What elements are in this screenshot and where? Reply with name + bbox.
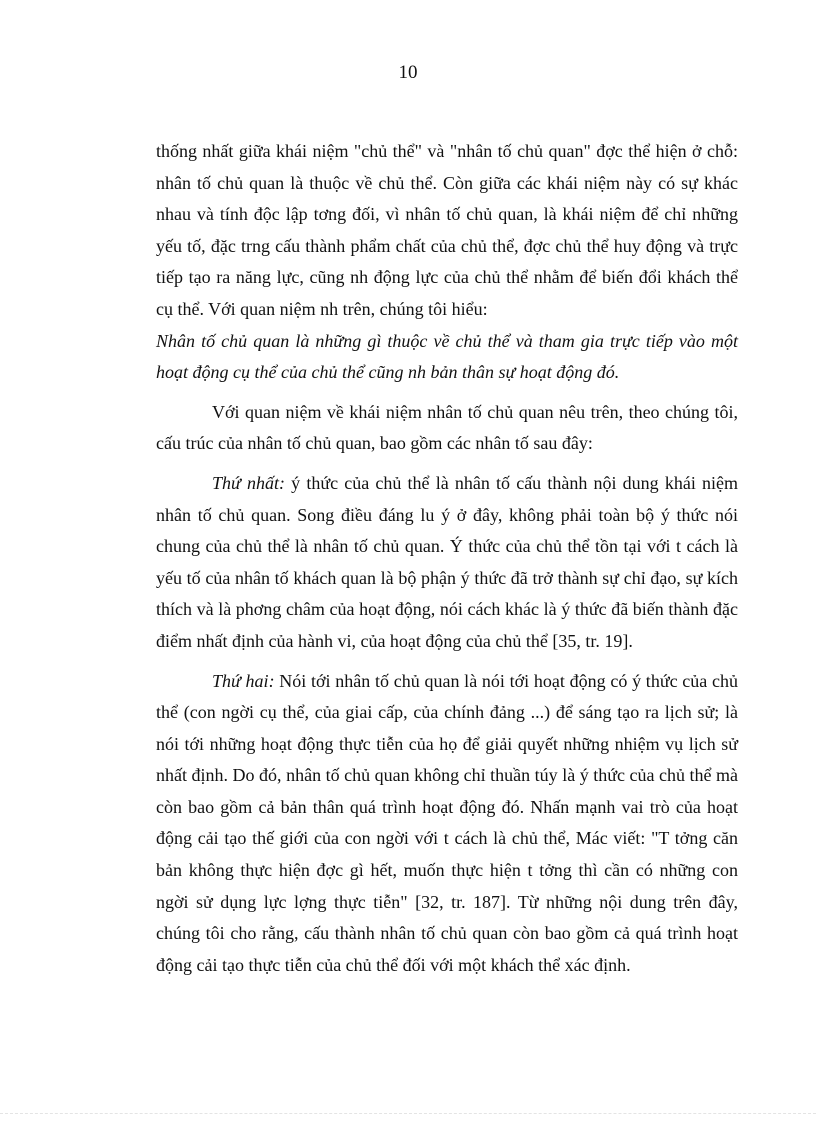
paragraph-lead: Thứ hai: [212,670,275,691]
paragraph-structure-intro [156,397,738,460]
paragraph-second-factor [156,666,738,982]
definition-emphasis: Nhân tố chủ quan là những gì thuộc về chủ thể và tham gia trực tiếp vào một hoạt động cụ thể của chủ thể cũng nh bản thân sự hoạt động đó. [156,330,738,383]
paragraph-lead: Thứ nhất: [212,472,285,493]
paragraph-text: ý thức của chủ thể là nhân tố cấu thành nội dung khái niệm nhân tố chủ quan. Song điều đáng lu ý ở đây, không phải toàn bộ ý thức nói chung của chủ thể là nhân tố chủ quan. Ý thức của chủ thể tồn tại với t cách là yếu tố của nhân tố khách quan là bộ phận ý thức đã trở thành sự chỉ đạo, sự kích thích và là phơng châm của hoạt động, nói cách khác là ý thức đã biến thành đặc điểm nhất định của hành vi, của hoạt động của chủ thể [35, tr. 19]. [156,472,739,651]
page-number: 10 [398,62,418,83]
paragraph-continuation [156,136,738,389]
paragraph-text: Với quan niệm về khái niệm nhân tố chủ quan nêu trên, theo chúng tôi, cấu trúc của nhân tố chủ quan, bao gồm các nhân tố sau đây: [156,401,738,454]
page-bottom-divider [0,1113,816,1114]
paragraph-text: Nói tới nhân tố chủ quan là nói tới hoạt động có ý thức của chủ thể (con ngời cụ thể, của giai cấp, của chính đảng ...) để sáng tạo ra lịch sử; là nói tới những hoạt động thực tiễn của họ để giải quyết những nhiệm vụ lịch sử nhất định. Do đó, nhân tố chủ quan không chỉ thuần túy là ý thức của chủ thể mà còn bao gồm cả bản thân quá trình hoạt động đó. Nhấn mạnh vai trò của hoạt động cải tạo thế giới của con ngời với t cách là chủ thể, Mác viết: "T tởng căn bản không thực hiện đợc gì hết, muốn thực hiện t tởng thì cần có những con ngời sử dụng lực lợng thực tiễn" [32, tr. 187]. Từ những nội dung trên đây, chúng tôi cho rằng, cấu thành nhân tố chủ quan còn bao gồm cả quá trình hoạt động cải tạo thực tiễn của chủ thể đối với một khách thể xác định. [156,670,738,975]
body-text [156,136,738,981]
paragraph-text: thống nhất giữa khái niệm "chủ thể" và "nhân tố chủ quan" đợc thể hiện ở chỗ: nhân tố chủ quan là thuộc về chủ thể. Còn giữa các khái niệm này có sự khác nhau và tính độc lập tơng đối, vì nhân tố chủ quan, là khái niệm để chỉ những yếu tố, đặc trng cấu thành phẩm chất của chủ thể, đợc chủ thể huy động và trực tiếp tạo ra năng lực, cũng nh động lực của chủ thể nhằm để biến đổi khách thể cụ thể. Với quan niệm nh trên, chúng tôi hiểu: [156,141,738,319]
paragraph-first-factor [156,468,738,658]
